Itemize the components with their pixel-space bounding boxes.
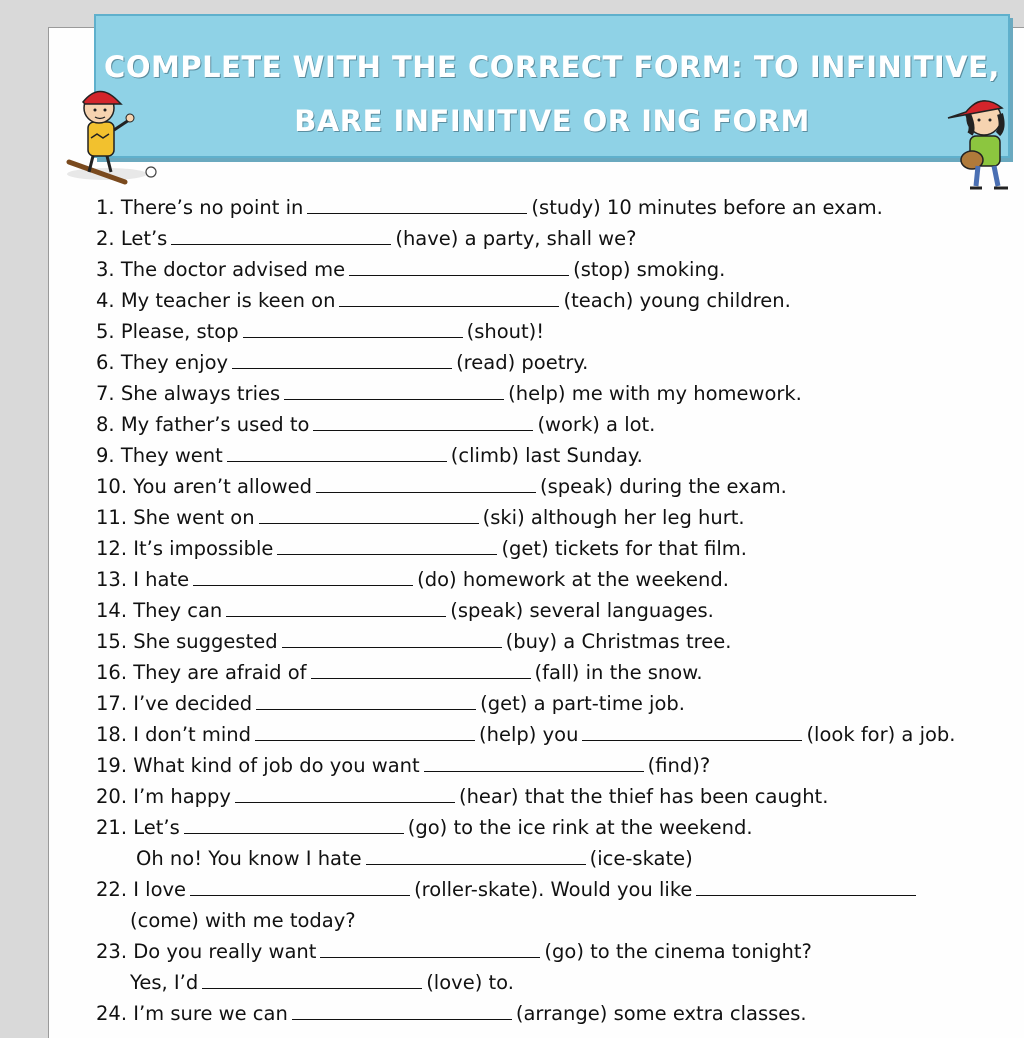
answer-blank[interactable] — [313, 414, 533, 431]
item-prompt: I’m sure we can — [133, 1002, 288, 1025]
answer-blank[interactable] — [320, 941, 540, 958]
title-line-1: COMPLETE WITH THE CORRECT FORM: TO INFINITIVE, — [104, 50, 1000, 84]
item-hint: (ski) although her leg hurt. — [482, 506, 745, 529]
answer-blank[interactable] — [171, 228, 391, 245]
title-line-2: BARE INFINITIVE OR ING FORM — [294, 104, 810, 138]
item-hint: (have) a party, shall we? — [395, 227, 637, 250]
exercise-item-16 — [96, 661, 703, 685]
exercise-item-13 — [96, 568, 729, 592]
item-prompt: I love — [133, 878, 187, 901]
item-hint: (speak) several languages. — [450, 599, 714, 622]
exercise-item-21-reply — [136, 847, 693, 871]
item-number: 9. — [96, 444, 115, 467]
item-prompt: The doctor advised me — [120, 258, 346, 281]
item-hint: (get) a part-time job. — [480, 692, 685, 715]
item-prompt: Please, stop — [120, 320, 239, 343]
answer-blank[interactable] — [184, 817, 404, 834]
item-number: 22. — [96, 878, 128, 901]
item-number: 21. — [96, 816, 128, 839]
item-hint: (ice-skate) — [589, 847, 693, 870]
item-hint: (teach) young children. — [563, 289, 791, 312]
item-hint: (go) to the cinema tonight? — [544, 940, 812, 963]
item-hint: (roller-skate). Would you like — [414, 878, 693, 901]
exercise-item-17 — [96, 692, 685, 716]
item-hint: (help) me with my homework. — [508, 382, 802, 405]
exercise-item-6 — [96, 351, 588, 375]
item-number: 24. — [96, 1002, 128, 1025]
answer-blank[interactable] — [232, 352, 452, 369]
item-number: 13. — [96, 568, 128, 591]
answer-blank-2[interactable] — [696, 879, 916, 896]
item-hint: (read) poetry. — [456, 351, 589, 374]
item-prompt: They are afraid of — [133, 661, 307, 684]
answer-blank[interactable] — [227, 445, 447, 462]
item-prompt: You aren’t allowed — [133, 475, 313, 498]
exercise-item-7 — [96, 382, 802, 406]
item-prompt: She suggested — [133, 630, 278, 653]
exercise-item-11 — [96, 506, 745, 530]
item-hint: (stop) smoking. — [573, 258, 726, 281]
exercise-item-21 — [96, 816, 753, 840]
item-number: 15. — [96, 630, 128, 653]
item-prompt: Do you really want — [133, 940, 317, 963]
item-hint: (shout)! — [466, 320, 545, 343]
item-number: 16. — [96, 661, 128, 684]
item-prompt: They went — [120, 444, 223, 467]
item-number: 2. — [96, 227, 115, 250]
answer-blank[interactable] — [349, 259, 569, 276]
item-prompt: They enjoy — [120, 351, 229, 374]
item-number: 17. — [96, 692, 128, 715]
cartoon-kid-with-glove-illustration — [944, 88, 1022, 196]
exercise-item-23 — [96, 940, 812, 964]
answer-blank[interactable] — [307, 197, 527, 214]
item-number: 12. — [96, 537, 128, 560]
answer-blank[interactable] — [311, 662, 531, 679]
item-prompt: Yes, I’d — [130, 971, 199, 994]
exercise-item-5 — [96, 320, 544, 344]
answer-blank[interactable] — [226, 600, 446, 617]
exercise-item-15 — [96, 630, 731, 654]
exercise-item-12 — [96, 537, 747, 561]
item-hint: (climb) last Sunday. — [450, 444, 643, 467]
item-hint: (do) homework at the weekend. — [417, 568, 729, 591]
answer-blank[interactable] — [202, 972, 422, 989]
item-hint: (arrange) some extra classes. — [515, 1002, 807, 1025]
item-hint: (go) to the ice rink at the weekend. — [407, 816, 753, 839]
answer-blank[interactable] — [366, 848, 586, 865]
item-prompt: (come) with me today? — [130, 909, 356, 932]
exercise-item-24 — [96, 1002, 807, 1026]
item-hint: (help) you — [479, 723, 579, 746]
title-banner — [94, 14, 1010, 158]
item-prompt: Oh no! You know I hate — [136, 847, 362, 870]
exercise-item-8 — [96, 413, 655, 437]
item-number: 11. — [96, 506, 128, 529]
item-prompt: I don’t mind — [133, 723, 252, 746]
exercise-item-14 — [96, 599, 714, 623]
item-number: 18. — [96, 723, 128, 746]
item-prompt: Let’s — [133, 816, 180, 839]
item-number: 6. — [96, 351, 115, 374]
cartoon-boy-with-bat-illustration — [55, 82, 165, 187]
item-prompt: I’ve decided — [133, 692, 253, 715]
answer-blank[interactable] — [284, 383, 504, 400]
exercise-item-22 — [96, 878, 920, 902]
item-hint: (study) 10 minutes before an exam. — [531, 196, 883, 219]
item-prompt: Let’s — [120, 227, 168, 250]
answer-blank[interactable] — [292, 1003, 512, 1020]
item-prompt: I’m happy — [133, 785, 231, 808]
exercise-item-4 — [96, 289, 791, 313]
item-prompt: My teacher is keen on — [120, 289, 336, 312]
answer-blank[interactable] — [424, 755, 644, 772]
item-prompt: There’s no point in — [120, 196, 304, 219]
answer-blank[interactable] — [235, 786, 455, 803]
exercise-item-20 — [96, 785, 828, 809]
answer-blank[interactable] — [259, 507, 479, 524]
item-hint-2: (look for) a job. — [806, 723, 956, 746]
answer-blank[interactable] — [282, 631, 502, 648]
item-number: 7. — [96, 382, 115, 405]
item-hint: (love) to. — [426, 971, 514, 994]
answer-blank[interactable] — [193, 569, 413, 586]
item-number: 3. — [96, 258, 115, 281]
exercise-item-3 — [96, 258, 725, 282]
item-number: 4. — [96, 289, 115, 312]
answer-blank[interactable] — [339, 290, 559, 307]
item-prompt: It’s impossible — [133, 537, 274, 560]
answer-blank[interactable] — [255, 724, 475, 741]
exercise-item-22-continued — [130, 909, 356, 933]
exercise-item-10 — [96, 475, 787, 499]
item-prompt: I hate — [133, 568, 190, 591]
item-number: 23. — [96, 940, 128, 963]
exercise-item-18 — [96, 723, 956, 747]
item-prompt: They can — [133, 599, 223, 622]
item-number: 5. — [96, 320, 115, 343]
answer-blank[interactable] — [243, 321, 463, 338]
item-number: 10. — [96, 475, 128, 498]
item-hint: (hear) that the thief has been caught. — [458, 785, 829, 808]
item-prompt: My father’s used to — [120, 413, 310, 436]
item-number: 14. — [96, 599, 128, 622]
item-number: 19. — [96, 754, 128, 777]
answer-blank-2[interactable] — [582, 724, 802, 741]
answer-blank[interactable] — [316, 476, 536, 493]
answer-blank[interactable] — [190, 879, 410, 896]
item-number: 8. — [96, 413, 115, 436]
answer-blank[interactable] — [277, 538, 497, 555]
item-hint: (buy) a Christmas tree. — [505, 630, 732, 653]
exercise-item-19 — [96, 754, 710, 778]
item-hint: (get) tickets for that film. — [501, 537, 747, 560]
item-prompt: She went on — [133, 506, 255, 529]
exercise-item-2 — [96, 227, 636, 251]
item-hint: (work) a lot. — [537, 413, 656, 436]
exercise-item-9 — [96, 444, 643, 468]
item-prompt: She always tries — [120, 382, 281, 405]
item-hint: (find)? — [647, 754, 711, 777]
exercise-item-23-reply — [130, 971, 514, 995]
item-prompt: What kind of job do you want — [133, 754, 420, 777]
item-number: 1. — [96, 196, 115, 219]
item-hint: (speak) during the exam. — [540, 475, 787, 498]
item-hint: (fall) in the snow. — [534, 661, 703, 684]
answer-blank[interactable] — [256, 693, 476, 710]
item-number: 20. — [96, 785, 128, 808]
exercise-item-1 — [96, 196, 883, 220]
